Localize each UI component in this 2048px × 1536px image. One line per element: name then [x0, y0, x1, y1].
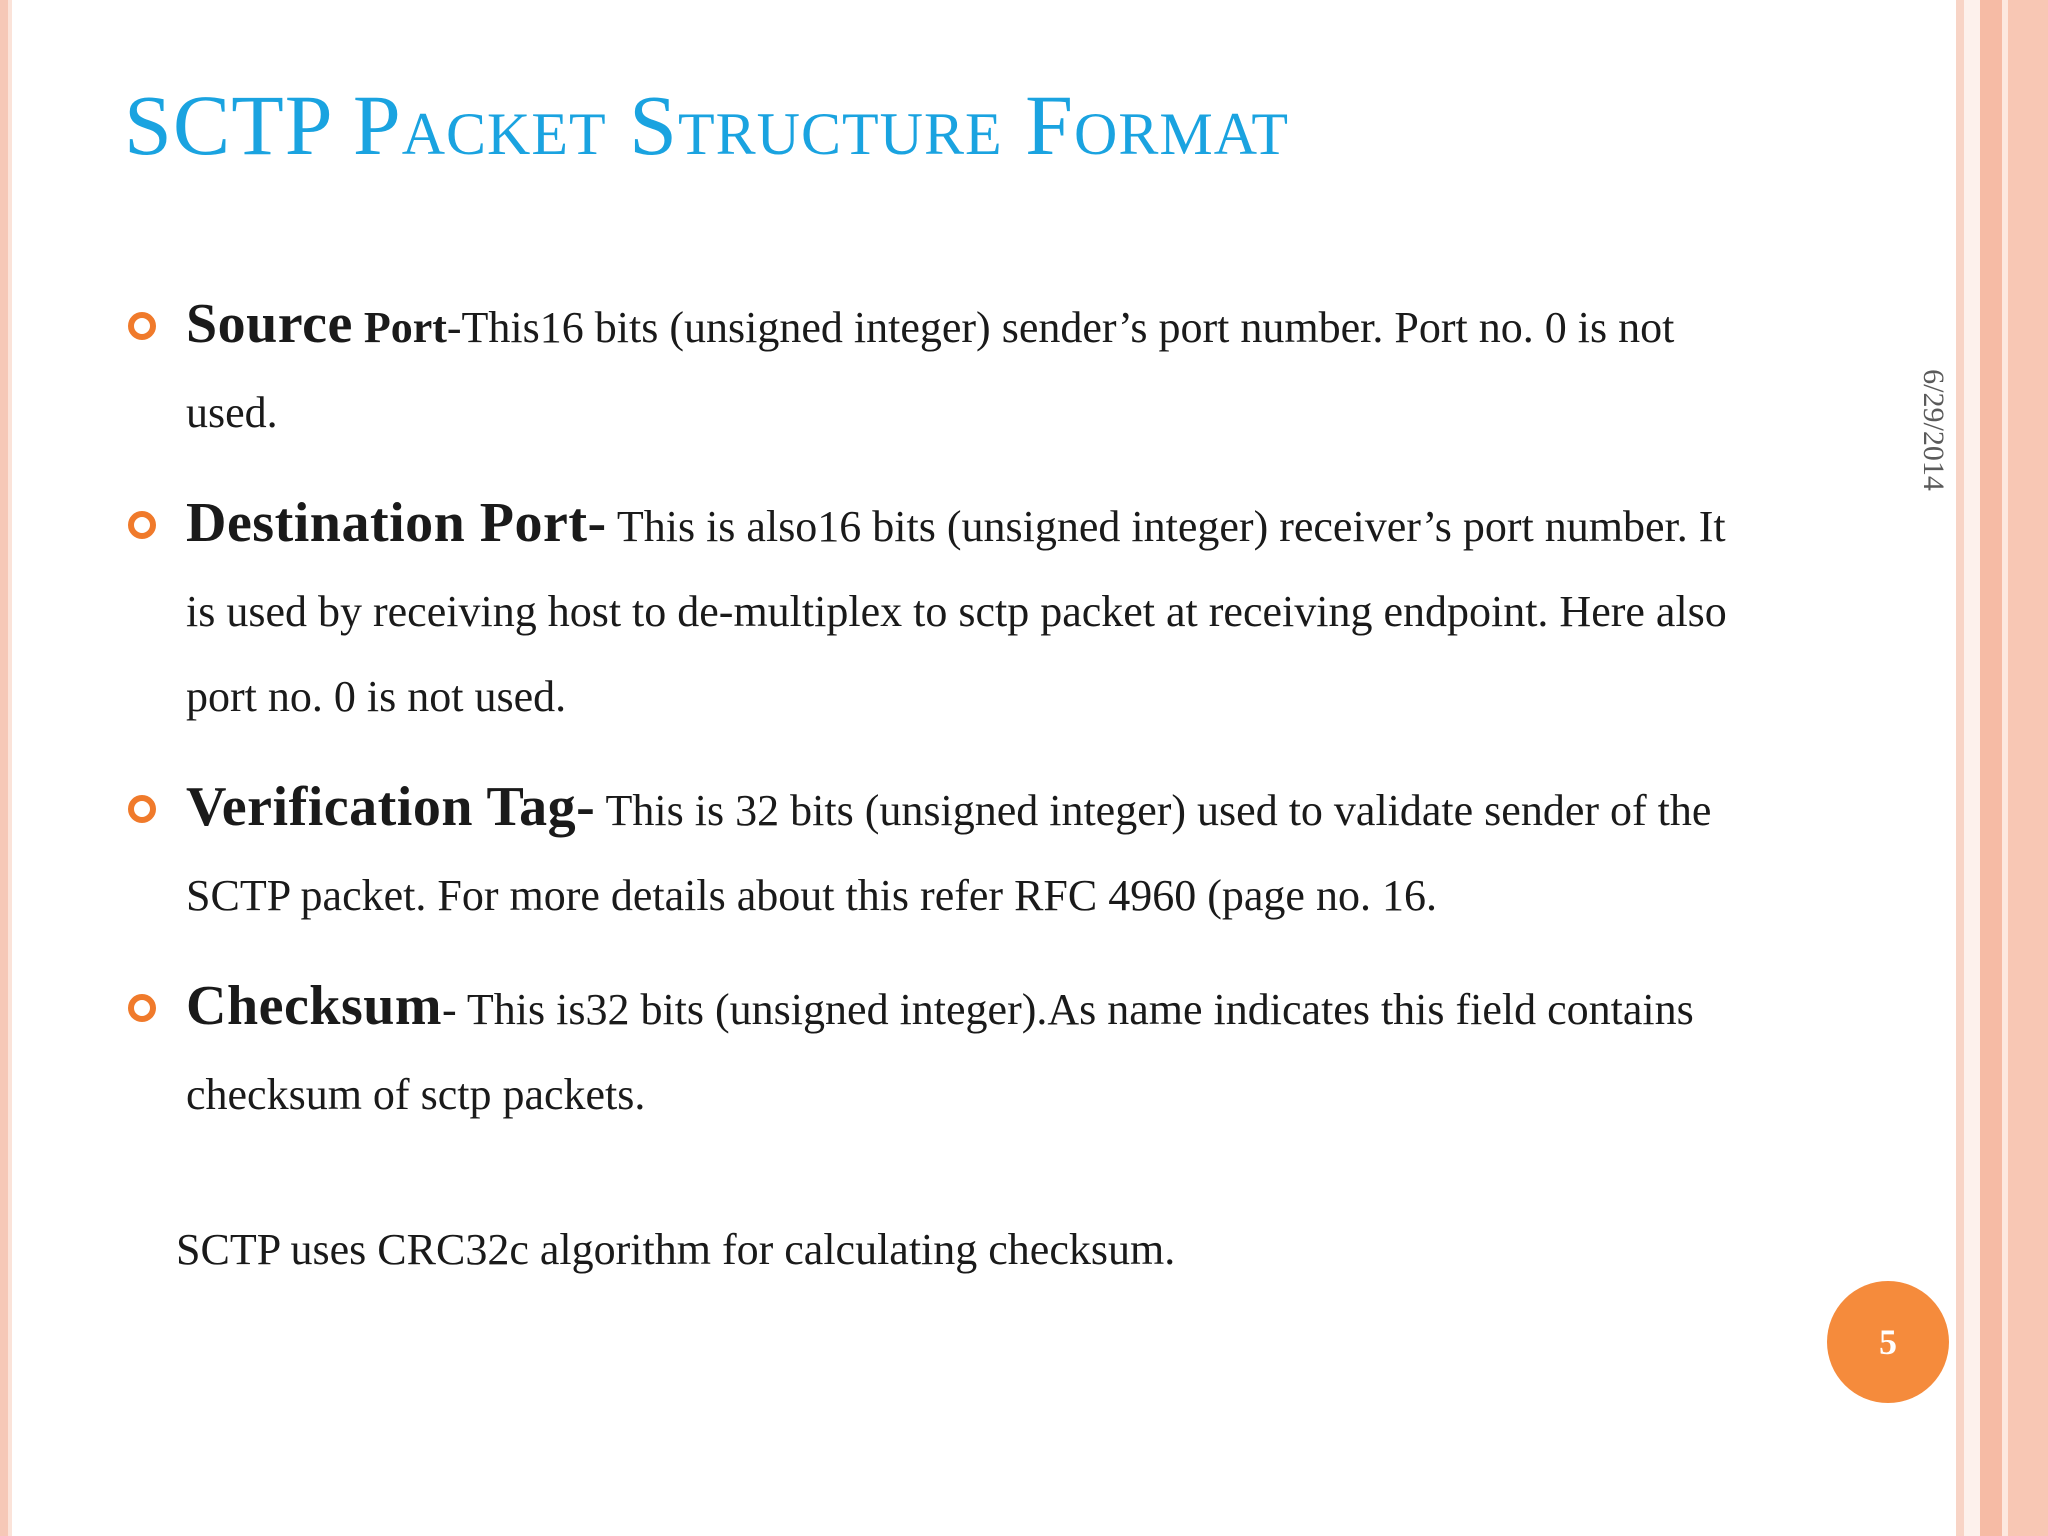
right-frame-stripe — [1980, 0, 2002, 1536]
bullet-term: Verification Tag- — [186, 776, 596, 838]
right-frame-stripe — [1956, 0, 1964, 1536]
left-frame-stripe-inner — [8, 0, 12, 1536]
bullet-text: -This16 bits (unsigned integer) sender’s port number. Port no. 0 is not used. — [186, 303, 1675, 437]
checksum-note: SCTP uses CRC32c algorithm for calculating checksum. — [176, 1225, 1176, 1274]
bullet-text: This is 32 bits (unsigned integer) used to validate sender of the SCTP packet. For more details about this refer RFC 4960 (page no. 16. — [186, 786, 1712, 920]
right-frame-stripe — [1964, 0, 1980, 1536]
bullet-item-destination-port — [124, 481, 1764, 739]
hollow-circle-bullet-icon — [128, 312, 156, 340]
bullet-text: - This is32 bits (unsigned integer).As name indicates this field contains checksum of sctp packets. — [186, 985, 1694, 1119]
bullet-item-source-port — [124, 282, 1764, 455]
left-frame-stripe — [0, 0, 8, 1536]
page-number-badge: 5 — [1827, 1281, 1949, 1403]
bullet-list — [124, 282, 1764, 1163]
bullet-item-checksum — [124, 964, 1764, 1137]
bullet-text: This is also16 bits (unsigned integer) receiver’s port number. It is used by receiving host to de-multiplex to sctp packet at receiving endpoint. Here also port no. 0 is not used. — [186, 502, 1727, 721]
slide-title: SCTP Packet Structure Format — [124, 77, 1290, 173]
bullet-term: Source — [186, 293, 353, 355]
hollow-circle-bullet-icon — [128, 994, 156, 1022]
bullet-term: Destination Port- — [186, 492, 607, 554]
hollow-circle-bullet-icon — [128, 511, 156, 539]
bullet-term: Checksum — [186, 975, 443, 1037]
hollow-circle-bullet-icon — [128, 795, 156, 823]
slide-date: 6/29/2014 — [1917, 369, 1950, 491]
right-frame-stripe — [2008, 0, 2048, 1536]
bullet-item-verification-tag — [124, 765, 1764, 938]
bullet-term-suffix: Port — [352, 303, 447, 352]
